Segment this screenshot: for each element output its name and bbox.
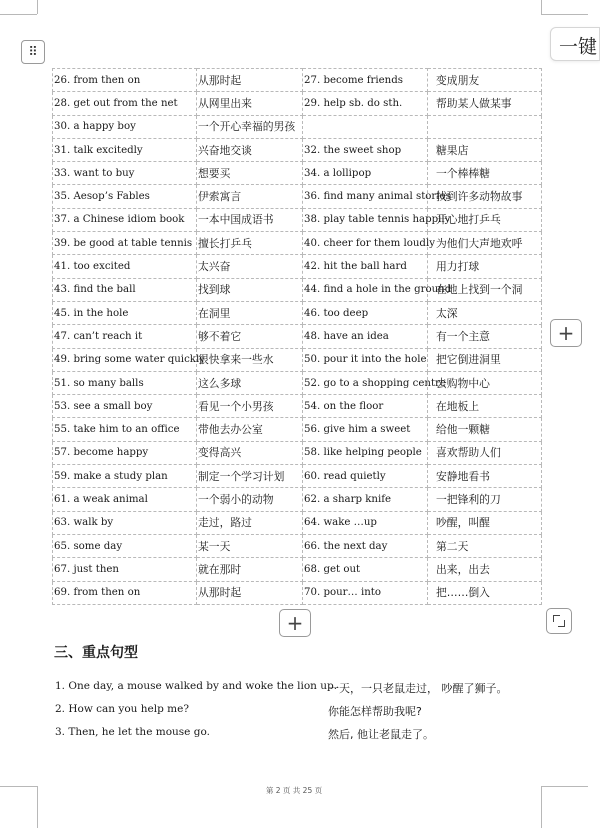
phrase-en-cell[interactable]: 35. Aesop’s Fables — [53, 185, 197, 208]
sentence-zh: 你能怎样帮助我呢? — [328, 705, 422, 718]
phrase-zh-cell[interactable]: 够不着它 — [197, 325, 303, 348]
phrase-en-cell[interactable]: 70. pour… into — [303, 581, 428, 604]
phrase-zh-cell[interactable]: 变成朋友 — [428, 69, 542, 92]
table-row — [53, 581, 542, 604]
add-column-button[interactable] — [550, 319, 582, 347]
phrase-table — [52, 68, 542, 605]
add-row-button[interactable] — [279, 609, 311, 637]
table-resize-button[interactable] — [546, 608, 572, 634]
phrase-zh-cell[interactable]: 用力打球 — [428, 255, 542, 278]
sentence-zh: 一天，一只老鼠走过， 吵醒了狮子。 — [328, 682, 508, 695]
table-row — [53, 301, 542, 324]
sentence-en: 1. One day, a mouse walked by and woke the lion up. — [55, 680, 338, 692]
phrase-en-cell[interactable]: 32. the sweet shop — [303, 138, 428, 161]
phrase-en-cell[interactable]: 53. see a small boy — [53, 395, 197, 418]
phrase-zh-cell[interactable]: 糖果店 — [428, 138, 542, 161]
table-row — [53, 115, 542, 138]
phrase-en-cell[interactable]: 55. take him to an office — [53, 418, 197, 441]
phrase-zh-cell[interactable]: 太深 — [428, 301, 542, 324]
phrase-en-cell[interactable]: 26. from then on — [53, 69, 197, 92]
phrase-en-cell[interactable]: 62. a sharp knife — [303, 488, 428, 511]
phrase-zh-cell[interactable]: 想要买 — [197, 162, 303, 185]
phrase-zh-cell[interactable]: 从那时起 — [197, 69, 303, 92]
phrase-en-cell[interactable]: 33. want to buy — [53, 162, 197, 185]
table-row — [53, 488, 542, 511]
phrase-en-cell[interactable]: 65. some day — [53, 534, 197, 557]
phrase-en-cell[interactable]: 27. become friends — [303, 69, 428, 92]
phrase-zh-cell[interactable]: 在地上找到一个洞 — [428, 278, 542, 301]
phrase-zh-cell[interactable]: 第二天 — [428, 534, 542, 557]
phrase-en-cell[interactable]: 63. walk by — [53, 511, 197, 534]
phrase-table-body — [53, 69, 542, 605]
phrase-en-cell[interactable]: 47. can’t reach it — [53, 325, 197, 348]
phrase-zh-cell[interactable]: 为他们大声地欢呼 — [428, 232, 542, 255]
phrase-en-cell[interactable]: 54. on the floor — [303, 395, 428, 418]
sentence-en: 2. How can you help me? — [55, 703, 189, 715]
phrase-zh-cell[interactable]: 就在那时 — [197, 558, 303, 581]
sentence-en: 3. Then, he let the mouse go. — [55, 726, 210, 738]
table-row — [53, 278, 542, 301]
table-row — [53, 371, 542, 394]
phrase-en-cell[interactable]: 43. find the ball — [53, 278, 197, 301]
phrase-zh-cell[interactable]: 有一个主意 — [428, 325, 542, 348]
phrase-en-cell[interactable]: 50. pour it into the hole — [303, 348, 428, 371]
phrase-zh-cell[interactable]: 找到球 — [197, 278, 303, 301]
phrase-zh-cell[interactable]: 给他一颗糖 — [428, 418, 542, 441]
phrase-en-cell[interactable]: 39. be good at table tennis — [53, 232, 197, 255]
phrase-zh-cell[interactable]: 看见一个小男孩 — [197, 395, 303, 418]
phrase-zh-cell[interactable]: 制定一个学习计划 — [197, 465, 303, 488]
phrase-zh-cell[interactable]: 变得高兴 — [197, 441, 303, 464]
table-row — [53, 185, 542, 208]
phrase-zh-cell[interactable]: 出来，出去 — [428, 558, 542, 581]
phrase-zh-cell[interactable]: 把……倒入 — [428, 581, 542, 604]
table-row — [53, 465, 542, 488]
phrase-en-cell[interactable]: 41. too excited — [53, 255, 197, 278]
crop-mark — [37, 0, 38, 14]
table-row — [53, 395, 542, 418]
phrase-zh-cell[interactable]: 把它倒进洞里 — [428, 348, 542, 371]
phrase-en-cell[interactable]: 49. bring some water quickly — [53, 348, 197, 371]
phrase-en-cell[interactable]: 34. a lollipop — [303, 162, 428, 185]
phrase-zh-cell[interactable]: 很快拿来一些水 — [197, 348, 303, 371]
table-row — [53, 255, 542, 278]
phrase-zh-cell[interactable]: 吵醒，叫醒 — [428, 511, 542, 534]
phrase-en-cell[interactable]: 48. have an idea — [303, 325, 428, 348]
phrase-en-cell[interactable]: 36. find many animal stories — [303, 185, 428, 208]
phrase-en-cell[interactable]: 56. give him a sweet — [303, 418, 428, 441]
phrase-en-cell[interactable] — [303, 115, 428, 138]
one-click-button[interactable]: 一键 — [550, 27, 600, 61]
phrase-en-cell[interactable]: 64. wake …up — [303, 511, 428, 534]
table-row — [53, 92, 542, 115]
phrase-en-cell[interactable]: 52. go to a shopping centre — [303, 371, 428, 394]
crop-mark — [541, 0, 542, 14]
phrase-zh-cell[interactable]: 太兴奋 — [197, 255, 303, 278]
table-row — [53, 534, 542, 557]
resize-corner-icon — [558, 620, 565, 627]
phrase-en-cell[interactable]: 61. a weak animal — [53, 488, 197, 511]
phrase-en-cell[interactable]: 69. from then on — [53, 581, 197, 604]
phrase-en-cell[interactable]: 58. like helping people — [303, 441, 428, 464]
phrase-zh-cell[interactable]: 走过，路过 — [197, 511, 303, 534]
section-title: 三、重点句型 — [54, 645, 138, 661]
crop-mark — [0, 14, 37, 15]
phrase-zh-cell[interactable]: 兴奋地交谈 — [197, 138, 303, 161]
phrase-en-cell[interactable]: 28. get out from the net — [53, 92, 197, 115]
phrase-zh-cell[interactable]: 伊索寓言 — [197, 185, 303, 208]
phrase-zh-cell[interactable]: 安静地看书 — [428, 465, 542, 488]
phrase-zh-cell[interactable]: 帮助某人做某事 — [428, 92, 542, 115]
phrase-en-cell[interactable]: 37. a Chinese idiom book — [53, 208, 197, 231]
sentence-zh: 然后, 他让老鼠走了。 — [328, 728, 434, 741]
phrase-en-cell[interactable]: 38. play table tennis happily — [303, 208, 428, 231]
table-row — [53, 138, 542, 161]
phrase-en-cell[interactable]: 44. find a hole in the ground — [303, 278, 428, 301]
phrase-en-cell[interactable]: 51. so many balls — [53, 371, 197, 394]
phrase-en-cell[interactable]: 60. read quietly — [303, 465, 428, 488]
phrase-en-cell[interactable]: 40. cheer for them loudly — [303, 232, 428, 255]
phrase-en-cell[interactable]: 29. help sb. do sth. — [303, 92, 428, 115]
phrase-en-cell[interactable]: 59. make a study plan — [53, 465, 197, 488]
phrase-en-cell[interactable]: 66. the next day — [303, 534, 428, 557]
table-row — [53, 162, 542, 185]
phrase-en-cell[interactable]: 42. hit the ball hard — [303, 255, 428, 278]
plus-icon: + — [557, 321, 575, 345]
phrase-en-cell[interactable]: 67. just then — [53, 558, 197, 581]
table-row — [53, 558, 542, 581]
table-row — [53, 348, 542, 371]
phrase-zh-cell[interactable]: 这么多球 — [197, 371, 303, 394]
phrase-en-cell[interactable]: 57. become happy — [53, 441, 197, 464]
phrase-zh-cell[interactable]: 一个弱小的动物 — [197, 488, 303, 511]
crop-mark — [541, 14, 588, 15]
phrase-en-cell[interactable]: 46. too deep — [303, 301, 428, 324]
phrase-zh-cell[interactable]: 一把锋利的刀 — [428, 488, 542, 511]
phrase-en-cell[interactable]: 45. in the hole — [53, 301, 197, 324]
table-row — [53, 325, 542, 348]
phrase-zh-cell[interactable]: 一个开心幸福的男孩 — [197, 115, 303, 138]
table-row — [53, 69, 542, 92]
phrase-zh-cell[interactable]: 去购物中心 — [428, 371, 542, 394]
phrase-zh-cell[interactable]: 开心地打乒乓 — [428, 208, 542, 231]
phrase-en-cell[interactable]: 68. get out — [303, 558, 428, 581]
phrase-zh-cell[interactable] — [428, 115, 542, 138]
table-row — [53, 418, 542, 441]
phrase-zh-cell[interactable]: 一个棒棒糖 — [428, 162, 542, 185]
phrase-zh-cell[interactable]: 擅长打乒乓 — [197, 232, 303, 255]
plus-icon: + — [286, 611, 304, 635]
phrase-zh-cell[interactable]: 带他去办公室 — [197, 418, 303, 441]
phrase-zh-cell[interactable]: 找到许多动物故事 — [428, 185, 542, 208]
table-row — [53, 208, 542, 231]
phrase-zh-cell[interactable]: 在洞里 — [197, 301, 303, 324]
phrase-en-cell[interactable]: 31. talk excitedly — [53, 138, 197, 161]
table-row — [53, 441, 542, 464]
grid-dots-icon: ⠿ — [28, 44, 38, 60]
phrase-zh-cell[interactable]: 在地板上 — [428, 395, 542, 418]
page-footer: 第 2 页 共 25 页 — [265, 786, 323, 795]
phrase-zh-cell[interactable]: 从网里出来 — [197, 92, 303, 115]
phrase-en-cell[interactable]: 30. a happy boy — [53, 115, 197, 138]
phrase-zh-cell[interactable]: 从那时起 — [197, 581, 303, 604]
phrase-zh-cell[interactable]: 一本中国成语书 — [197, 208, 303, 231]
table-row — [53, 232, 542, 255]
table-drag-handle[interactable] — [21, 40, 45, 64]
phrase-zh-cell[interactable]: 某一天 — [197, 534, 303, 557]
phrase-zh-cell[interactable]: 喜欢帮助人们 — [428, 441, 542, 464]
table-row — [53, 511, 542, 534]
